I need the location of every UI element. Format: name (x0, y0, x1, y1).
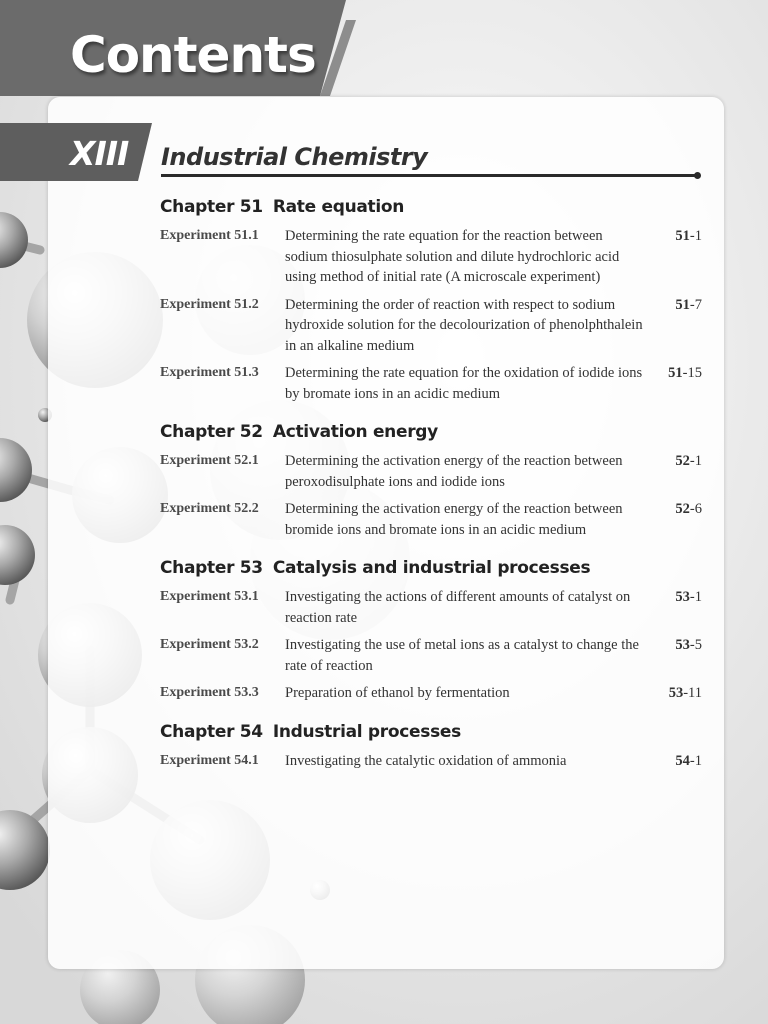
page-chapter: 51 (668, 365, 683, 381)
chapter-number: Chapter 51 (160, 197, 263, 217)
experiment-description: Determining the activation energy of the reaction between peroxodisulphate ions and iodide ions (285, 453, 623, 490)
page-number: -11 (683, 685, 702, 701)
page-chapter: 53 (668, 685, 684, 701)
experiment-description: Determining the order of reaction with respect to sodium hydroxide solution for the decolourization of phenolphthalein in an alkaline medium (285, 296, 643, 354)
page-chapter: 54 (675, 752, 690, 769)
section-rule (161, 174, 696, 177)
experiment-row[interactable] (160, 499, 702, 540)
experiment-row[interactable] (160, 683, 702, 704)
page-number: -1 (689, 453, 702, 469)
page-number: -1 (689, 752, 702, 769)
page-number: -15 (682, 365, 702, 381)
experiment-label: Experiment 51.3 (160, 365, 259, 380)
experiment-row[interactable] (160, 751, 702, 772)
experiment-page (643, 295, 702, 316)
experiment-label: Experiment 52.2 (160, 501, 259, 516)
chapter-heading[interactable] (160, 554, 702, 582)
page-chapter: 53 (675, 637, 690, 653)
chapter-52 (160, 418, 702, 540)
chapter-51 (160, 193, 702, 404)
chapter-number: Chapter 54 (160, 721, 263, 742)
experiment-row[interactable] (160, 635, 702, 676)
experiment-description: Determining the activation energy of the reaction between bromide ions and bromate ions in an acidic medium (285, 501, 623, 538)
section-rule-dot (694, 172, 701, 179)
page-chapter: 52 (675, 453, 690, 469)
experiment-description: Investigating the actions of different amounts of catalyst on reaction rate (285, 589, 631, 626)
experiment-label: Experiment 51.1 (160, 228, 259, 243)
experiment-description: Investigating the catalytic oxidation of ammonia (285, 752, 567, 769)
page-chapter: 51 (675, 296, 690, 313)
page-chapter: 53 (675, 589, 690, 605)
page-title: Contents (70, 26, 316, 84)
experiment-label: Experiment 54.1 (160, 752, 259, 768)
experiment-page (643, 635, 702, 656)
experiment-page (643, 499, 702, 520)
table-of-contents (160, 193, 702, 785)
experiment-row[interactable] (160, 451, 702, 492)
page-number: -6 (689, 501, 702, 517)
page-number: -7 (689, 296, 702, 313)
section-title: Industrial Chemistry (161, 143, 428, 171)
chapter-53 (160, 554, 702, 704)
chapter-title: Activation energy (272, 422, 438, 442)
experiment-description: Investigating the use of metal ions as a catalyst to change the rate of reaction (285, 637, 639, 674)
experiment-page (643, 226, 702, 247)
chapter-title: Catalysis and industrial processes (272, 558, 591, 578)
experiment-label: Experiment 52.1 (160, 453, 259, 468)
page-chapter: 51 (675, 228, 690, 244)
experiment-label: Experiment 53.3 (160, 685, 259, 700)
page-chapter: 52 (675, 501, 690, 517)
chapter-heading[interactable] (160, 718, 702, 746)
experiment-label: Experiment 53.2 (160, 637, 259, 652)
chapter-title: Rate equation (272, 197, 405, 217)
experiment-row[interactable] (160, 226, 702, 288)
page-number: -1 (689, 228, 702, 244)
chapter-heading[interactable] (160, 418, 702, 446)
experiment-label: Experiment 53.1 (160, 589, 259, 604)
experiment-description: Preparation of ethanol by fermentation (285, 685, 510, 701)
experiment-row[interactable] (160, 587, 702, 628)
experiment-row[interactable] (160, 363, 702, 404)
page-number: -1 (689, 589, 702, 605)
experiment-description: Determining the rate equation for the oxidation of iodide ions by bromate ions in an acidic medium (285, 365, 643, 402)
chapter-54 (160, 718, 702, 772)
experiment-page (643, 451, 702, 472)
experiment-description: Determining the rate equation for the reaction between sodium thiosulphate solution and dilute hydrochloric acid using method of initial rate (A microscale experiment) (285, 228, 620, 285)
experiment-page (643, 751, 702, 772)
page-number: -5 (689, 637, 702, 653)
experiment-row[interactable] (160, 295, 702, 357)
chapter-number: Chapter 53 (160, 558, 263, 578)
experiment-page (643, 587, 702, 608)
experiment-label: Experiment 51.2 (160, 296, 259, 312)
experiment-page (643, 363, 702, 384)
chapter-heading[interactable] (160, 193, 702, 221)
experiment-page (643, 683, 702, 704)
chapter-title: Industrial processes (272, 721, 461, 742)
section-numeral: XIII (70, 134, 129, 173)
chapter-number: Chapter 52 (160, 422, 263, 442)
